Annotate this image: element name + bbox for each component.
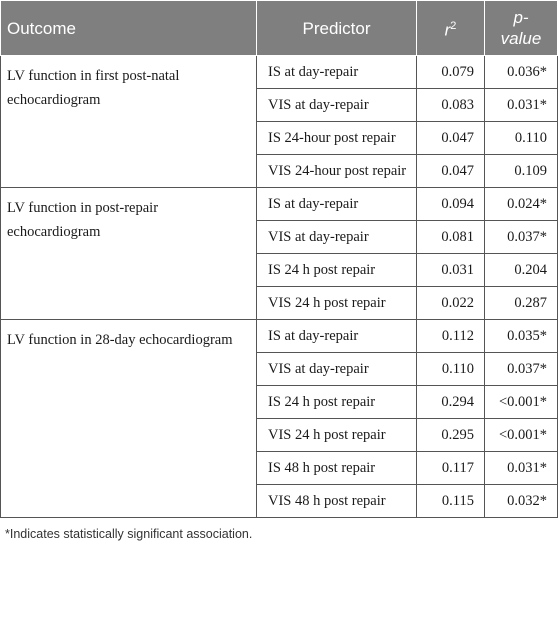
r2-cell: 0.094 (417, 188, 485, 221)
p-value-cell: 0.287 (485, 287, 558, 320)
predictor-cell: VIS 24 h post repair (257, 419, 417, 452)
p-value-cell: 0.204 (485, 254, 558, 287)
table-row (1, 188, 558, 221)
r2-cell: 0.083 (417, 89, 485, 122)
p-value-cell: 0.110 (485, 122, 558, 155)
table-row (1, 56, 558, 89)
r2-cell: 0.115 (417, 485, 485, 518)
r2-cell: 0.081 (417, 221, 485, 254)
r2-cell: 0.022 (417, 287, 485, 320)
p-line1: p- (513, 8, 529, 27)
p-value-cell: 0.032* (485, 485, 558, 518)
predictor-cell: IS at day-repair (257, 320, 417, 353)
header-predictor: Predictor (257, 1, 417, 56)
predictor-cell: IS 24 h post repair (257, 254, 417, 287)
p-value-cell: 0.109 (485, 155, 558, 188)
predictor-cell: IS 24-hour post repair (257, 122, 417, 155)
predictor-cell: VIS 48 h post repair (257, 485, 417, 518)
p-value-cell: 0.037* (485, 353, 558, 386)
header-outcome: Outcome (1, 1, 257, 56)
outcome-cell: LV function in post-repair echocardiogram (1, 188, 257, 320)
p-value-cell: 0.037* (485, 221, 558, 254)
r2-cell: 0.079 (417, 56, 485, 89)
r2-base: r (444, 20, 451, 40)
predictor-cell: IS at day-repair (257, 188, 417, 221)
p-value-cell: <0.001* (485, 419, 558, 452)
p-value-cell: 0.035* (485, 320, 558, 353)
predictor-cell: IS 48 h post repair (257, 452, 417, 485)
r2-cell: 0.110 (417, 353, 485, 386)
predictor-cell: VIS at day-repair (257, 89, 417, 122)
predictor-cell: VIS 24-hour post repair (257, 155, 417, 188)
p-value-cell: 0.031* (485, 89, 558, 122)
outcome-cell: LV function in first post-natal echocardiogram (1, 56, 257, 188)
outcome-cell: LV function in 28-day echocardiogram (1, 320, 257, 518)
r2-cell: 0.047 (417, 155, 485, 188)
p-value-cell: 0.036* (485, 56, 558, 89)
p-value-cell: <0.001* (485, 386, 558, 419)
predictor-cell: IS at day-repair (257, 56, 417, 89)
p-value-cell: 0.024* (485, 188, 558, 221)
r2-cell: 0.112 (417, 320, 485, 353)
header-row (1, 1, 558, 56)
footnote: *Indicates statistically significant association. (5, 527, 253, 541)
r2-cell: 0.117 (417, 452, 485, 485)
predictor-cell: VIS at day-repair (257, 353, 417, 386)
predictor-cell: VIS 24 h post repair (257, 287, 417, 320)
p-value-cell: 0.031* (485, 452, 558, 485)
r2-cell: 0.295 (417, 419, 485, 452)
r2-cell: 0.294 (417, 386, 485, 419)
r2-cell: 0.031 (417, 254, 485, 287)
predictor-cell: IS 24 h post repair (257, 386, 417, 419)
p-line2: value (500, 29, 542, 48)
predictor-cell: VIS at day-repair (257, 221, 417, 254)
header-p-value (485, 1, 558, 56)
header-r-squared (417, 1, 485, 56)
table-row (1, 320, 558, 353)
r2-cell: 0.047 (417, 122, 485, 155)
r2-superscript: 2 (450, 19, 457, 32)
